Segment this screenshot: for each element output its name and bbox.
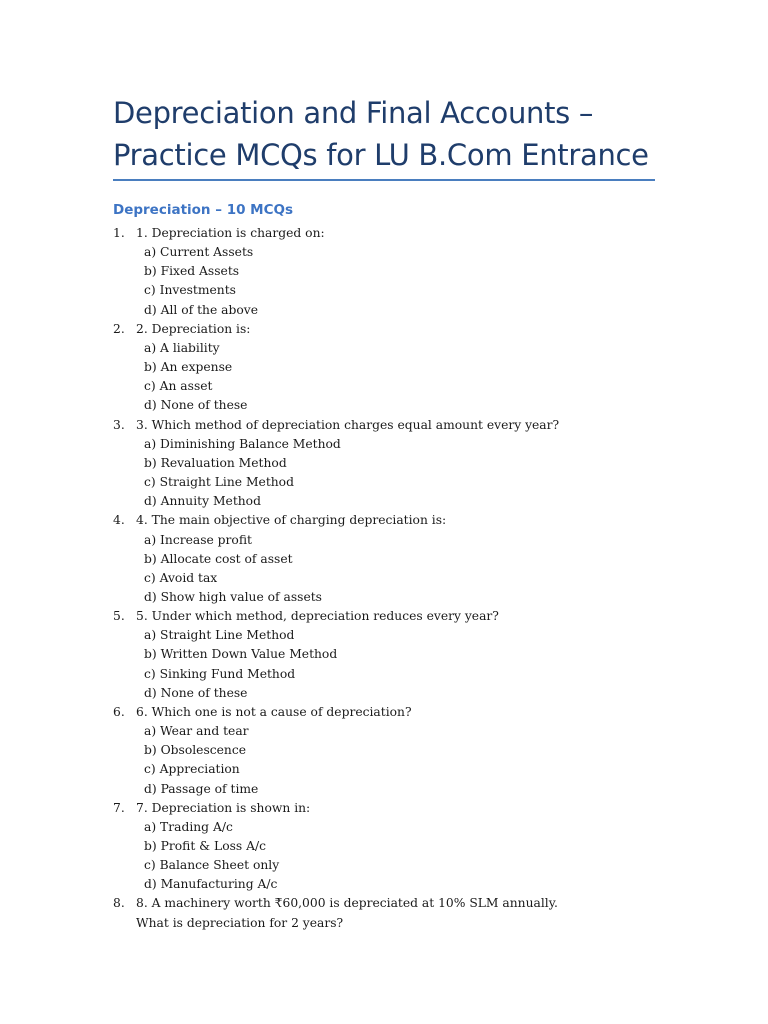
question-text: 2. Depreciation is: <box>136 321 251 336</box>
question-number: 1. <box>113 226 125 240</box>
question-number: 3. <box>113 417 125 432</box>
question-number: 6. <box>113 704 125 719</box>
answer-option: b) Revaluation Method <box>144 455 287 470</box>
answer-option: b) Written Down Value Method <box>144 647 338 662</box>
question-number: 2. <box>113 321 125 336</box>
answer-option: d) None of these <box>144 398 248 413</box>
answer-option: c) Straight Line Method <box>144 475 294 490</box>
answer-option: b) Profit & Loss A/c <box>144 839 267 853</box>
answer-option: a) Straight Line Method <box>144 628 295 643</box>
answer-option: d) Manufacturing A/c <box>144 877 278 892</box>
answer-option: b) An expense <box>144 360 233 375</box>
title-line-2: Practice MCQs for LU B.Com Entrance <box>113 138 649 172</box>
answer-option: d) Passage of time <box>144 781 259 796</box>
answer-option: c) Sinking Fund Method <box>144 666 296 681</box>
question-item <box>113 607 583 703</box>
question-item <box>113 416 583 512</box>
question-text: 5. Under which method, depreciation reduces every year? <box>136 609 499 624</box>
answer-option: a) Wear and tear <box>144 724 249 739</box>
answer-option: c) Balance Sheet only <box>144 858 280 873</box>
answer-option: a) A liability <box>144 340 220 355</box>
question-item <box>113 799 583 895</box>
question-item <box>113 894 583 932</box>
question-item <box>113 320 583 416</box>
answer-option: c) An asset <box>144 379 213 394</box>
answer-option: a) Increase profit <box>144 532 252 547</box>
question-text: 7. Depreciation is shown in: <box>136 800 311 815</box>
question-item <box>113 511 583 607</box>
question-item <box>113 224 583 320</box>
question-list <box>113 224 583 933</box>
question-text: 3. Which method of depreciation charges equal amount every year? <box>136 417 560 432</box>
question-number: 4. <box>113 513 125 528</box>
document-title <box>113 92 673 176</box>
question-text: 6. Which one is not a cause of depreciation? <box>136 704 412 719</box>
answer-option: d) Show high value of assets <box>144 589 322 604</box>
answer-option: a) Current Assets <box>144 245 254 260</box>
answer-option: d) All of the above <box>144 302 258 317</box>
answer-option: a) Trading A/c <box>144 819 233 834</box>
question-number: 7. <box>113 800 125 815</box>
question-text: 8. A machinery worth ₹60,000 is depreciated at 10% SLM annually. What is depreciation for 2 years? <box>136 896 558 930</box>
answer-option: d) Annuity Method <box>144 494 261 509</box>
question-text: 1. Depreciation is charged on: <box>136 226 325 240</box>
question-item <box>113 703 583 799</box>
section-heading: Depreciation – 10 MCQs <box>113 202 294 218</box>
answer-option: b) Obsolescence <box>144 743 247 758</box>
question-number: 5. <box>113 609 125 624</box>
title-underline <box>113 179 655 181</box>
question-text: 4. The main objective of charging depreciation is: <box>136 513 447 528</box>
answer-option: d) None of these <box>144 685 248 700</box>
answer-option: b) Allocate cost of asset <box>144 551 293 566</box>
answer-option: a) Diminishing Balance Method <box>144 436 341 451</box>
answer-option: c) Investments <box>144 283 236 298</box>
answer-option: b) Fixed Assets <box>144 264 240 279</box>
question-number: 8. <box>113 896 125 911</box>
answer-option: c) Appreciation <box>144 762 240 777</box>
title-line-1: Depreciation and Final Accounts – <box>113 96 594 130</box>
answer-option: c) Avoid tax <box>144 570 218 585</box>
